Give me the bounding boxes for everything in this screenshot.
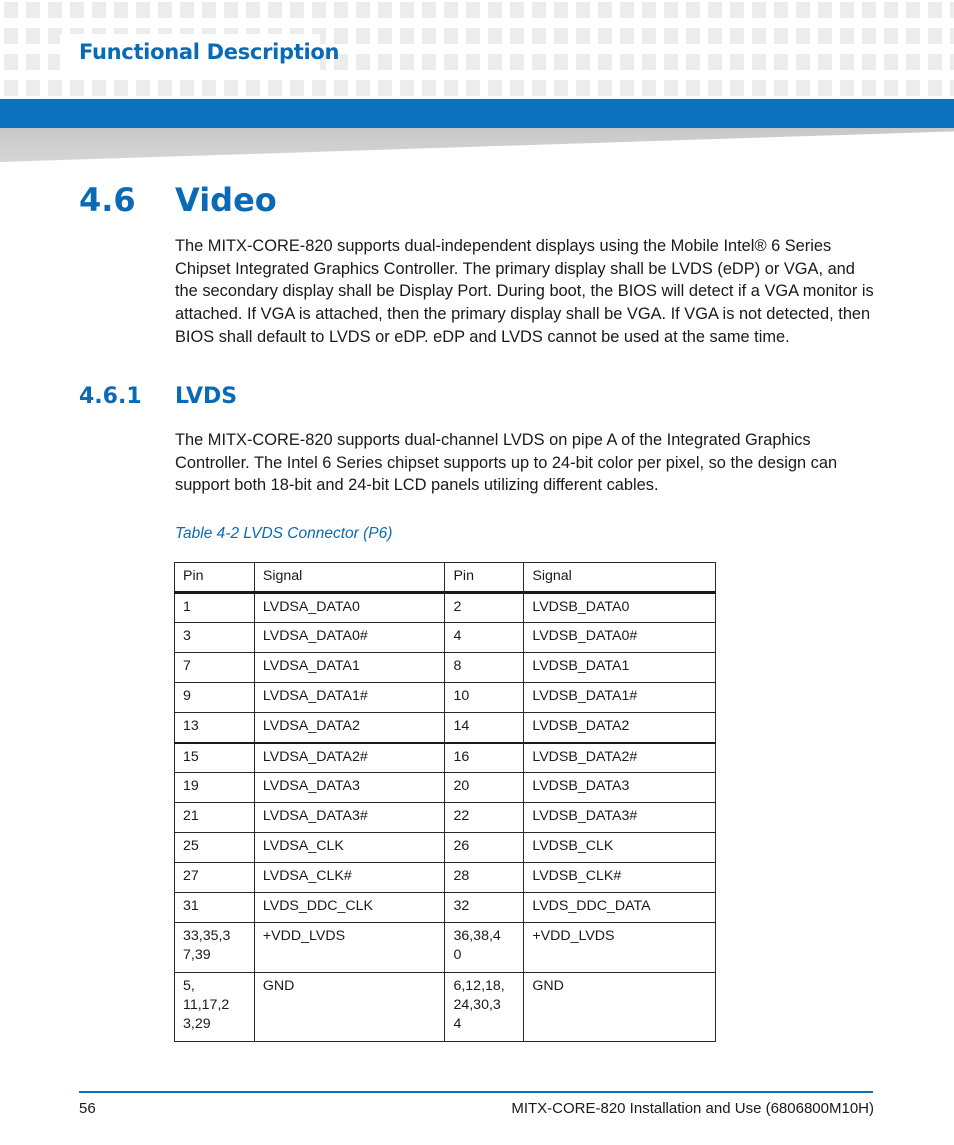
table-cell: 26 xyxy=(445,833,524,863)
page-number: 56 xyxy=(79,1100,96,1117)
table-cell: 5, 11,17,2 3,29 xyxy=(175,973,255,1042)
table-cell: 1 xyxy=(175,593,255,623)
table-cell: 14 xyxy=(445,713,524,743)
header-blue-band xyxy=(0,99,954,128)
section-paragraph: The MITX-CORE-820 supports dual-independent displays using the Mobile Intel® 6 Series Chipset Integrated Graphics Controller. The primary display shall be LVDS (eDP) or VGA, and the secondary display shall be Display Port. During boot, the BIOS will detect if a VGA monitor is attached. If VGA is attached, then the primary display shall be VGA. If VGA is not detected, then BIOS shall default to LVDS or eDP. eDP and LVDS cannot be used at the same time. xyxy=(175,237,874,346)
table-cell: +VDD_LVDS xyxy=(254,923,445,973)
header-cell: Signal xyxy=(524,563,716,593)
table-cell: LVDSB_DATA3# xyxy=(524,803,716,833)
table-cell: 4 xyxy=(445,623,524,653)
table-cell: LVDSA_DATA0# xyxy=(254,623,445,653)
table-cell: LVDSB_DATA1# xyxy=(524,683,716,713)
table-cell: LVDSB_DATA0# xyxy=(524,623,716,653)
table-cell: 28 xyxy=(445,863,524,893)
subsection-title: LVDS xyxy=(175,384,238,409)
table-cell: GND xyxy=(254,973,445,1042)
table-cell: 22 xyxy=(445,803,524,833)
table-row xyxy=(175,893,716,923)
table-cell: 2 xyxy=(445,593,524,623)
table-row xyxy=(175,743,716,773)
table-cell: 27 xyxy=(175,863,255,893)
table-cell: 10 xyxy=(445,683,524,713)
table-cell: LVDSA_CLK xyxy=(254,833,445,863)
table-cell: LVDSB_DATA0 xyxy=(524,593,716,623)
header-gray-wedge xyxy=(0,128,954,162)
table-cell: GND xyxy=(524,973,716,1042)
table-cell: 31 xyxy=(175,893,255,923)
table-row xyxy=(175,653,716,683)
section-heading xyxy=(79,181,277,219)
table-cell: LVDSA_DATA2 xyxy=(254,713,445,743)
table-cell: LVDSA_CLK# xyxy=(254,863,445,893)
table-cell: 16 xyxy=(445,743,524,773)
table-cell: +VDD_LVDS xyxy=(524,923,716,973)
table-row xyxy=(175,713,716,743)
lvds-connector-table xyxy=(174,562,716,1042)
table-row xyxy=(175,683,716,713)
table-cell: LVDSA_DATA1# xyxy=(254,683,445,713)
table-row xyxy=(175,833,716,863)
table-cell: LVDSB_DATA1 xyxy=(524,653,716,683)
table-cell: 21 xyxy=(175,803,255,833)
table-cell: LVDSA_DATA1 xyxy=(254,653,445,683)
table-cell: 36,38,4 0 xyxy=(445,923,524,973)
table-cell: 13 xyxy=(175,713,255,743)
header-cell: Pin xyxy=(445,563,524,593)
table-row xyxy=(175,623,716,653)
table-cell: 32 xyxy=(445,893,524,923)
table-cell: 9 xyxy=(175,683,255,713)
table-cell: LVDSB_CLK xyxy=(524,833,716,863)
subsection-paragraph: The MITX-CORE-820 supports dual-channel LVDS on pipe A of the Integrated Graphics Controller. The Intel 6 Series chipset supports up to 24-bit color per pixel, so the design can support both 18-bit and 24-bit LCD panels utilizing different cables. xyxy=(175,431,838,495)
table-cell: 19 xyxy=(175,773,255,803)
subsection-heading xyxy=(79,384,237,409)
table-cell: LVDSA_DATA2# xyxy=(254,743,445,773)
table-row xyxy=(175,863,716,893)
table-cell: 15 xyxy=(175,743,255,773)
footer-rule xyxy=(79,1091,873,1093)
table-cell: LVDSB_DATA2# xyxy=(524,743,716,773)
running-header-title: Functional Description xyxy=(79,40,340,64)
table-cell: LVDSB_DATA2 xyxy=(524,713,716,743)
table-row xyxy=(175,773,716,803)
table-cell: LVDSB_DATA3 xyxy=(524,773,716,803)
table-cell: LVDS_DDC_DATA xyxy=(524,893,716,923)
subsection-number: 4.6.1 xyxy=(79,384,142,409)
table-row xyxy=(175,593,716,623)
table-row xyxy=(175,803,716,833)
table-cell: LVDSA_DATA0 xyxy=(254,593,445,623)
table-cell: 33,35,3 7,39 xyxy=(175,923,255,973)
header-cell: Pin xyxy=(175,563,255,593)
footer-doc-title: MITX-CORE-820 Installation and Use (6806800M10H) xyxy=(511,1100,874,1117)
table-row xyxy=(175,923,716,973)
section-title: Video xyxy=(175,181,277,219)
table-header-row xyxy=(175,563,716,593)
table-cell: 8 xyxy=(445,653,524,683)
table-cell: LVDSB_CLK# xyxy=(524,863,716,893)
table-cell: LVDS_DDC_CLK xyxy=(254,893,445,923)
table-cell: 6,12,18, 24,30,3 4 xyxy=(445,973,524,1042)
table-cell: 25 xyxy=(175,833,255,863)
table-cell: LVDSA_DATA3# xyxy=(254,803,445,833)
table-cell: 7 xyxy=(175,653,255,683)
table-row xyxy=(175,973,716,1042)
table-cell: 20 xyxy=(445,773,524,803)
table-cell: LVDSA_DATA3 xyxy=(254,773,445,803)
section-number: 4.6 xyxy=(79,181,136,219)
table-caption: Table 4-2 LVDS Connector (P6) xyxy=(175,525,393,542)
header-cell: Signal xyxy=(254,563,445,593)
table-cell: 3 xyxy=(175,623,255,653)
